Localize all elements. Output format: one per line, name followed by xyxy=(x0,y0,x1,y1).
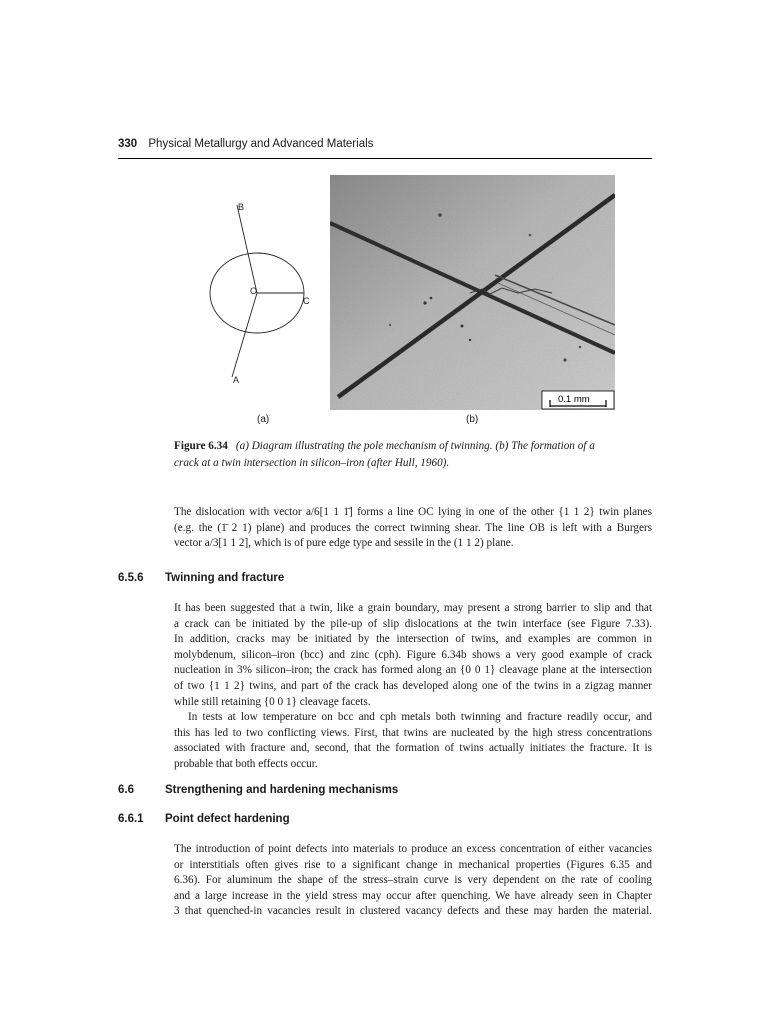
paragraph-line: nucleation in 3% silicon–iron; the crack has formed along an {0 0 1} cleavage plane at the intersection xyxy=(174,664,652,677)
particle xyxy=(430,297,433,300)
paragraph-line: associated with fracture and, second, that the formation of twins actually initiates the fracture. It is xyxy=(174,742,652,755)
particle xyxy=(461,325,464,328)
paragraph-line: this has led to two conflicting views. First, that twins are nucleated by the high stress concentrations xyxy=(174,726,652,739)
paragraph-line: molybdenum, silicon–iron (bcc) and zinc (cph). Figure 6.34b shows a very good example of crack xyxy=(174,648,652,661)
paragraph-line: (e.g. the (1̄ 2 1) plane) and produces the correct twinning shear. The line OB is left with a Burgers xyxy=(174,521,652,534)
particle xyxy=(529,234,532,237)
running-title: Physical Metallurgy and Advanced Materials xyxy=(148,138,374,150)
panel-label-b: (b) xyxy=(466,414,479,425)
paragraph-line: In tests at low temperature on bcc and cph metals both twinning and fracture readily occur, and xyxy=(188,711,652,724)
paragraph-line: In addition, cracks may be initiated by the intersection of twins, and examples are common in xyxy=(174,633,652,646)
label-a: A xyxy=(233,375,240,385)
particle xyxy=(563,358,566,361)
running-head xyxy=(118,138,652,150)
caption-line: crack at a twin intersection in silicon–iron (after Hull, 1960). xyxy=(174,457,450,469)
section-number: 6.6 xyxy=(118,784,134,796)
paragraph-line: 3 that quenched-in vacancies result in clustered vacancy defects and these may harden the material. xyxy=(174,905,652,918)
page-number: 330 xyxy=(118,138,138,150)
section-title: Strengthening and hardening mechanisms xyxy=(165,784,399,796)
scale-bar-label: 0.1 mm xyxy=(558,394,590,405)
section-number: 6.6.1 xyxy=(118,813,144,825)
paragraph-line: of two {1 1 2} twins, and part of the crack has developed along one of the twins in a zigzag manner xyxy=(174,679,652,692)
paragraph xyxy=(174,505,652,552)
particle xyxy=(579,346,581,348)
paragraph xyxy=(174,601,652,773)
line-ob xyxy=(237,205,257,293)
paragraph-line: or interstitials often gives rise to a significant change in mechanical properties (Figures 6.35 and xyxy=(174,858,652,871)
label-o: O xyxy=(250,286,258,296)
panel-label-a: (a) xyxy=(257,414,270,425)
paragraph-line: while still retaining {0 0 1} cleavage facets. xyxy=(174,695,371,708)
paragraph-line: probable that both effects occur. xyxy=(174,757,318,770)
paragraph-line: and a large increase in the yield stress may occur after quenching. We have already seen in Chapter xyxy=(174,889,652,902)
label-b: B xyxy=(238,202,245,212)
section-heading xyxy=(118,813,290,825)
section-title: Point defect hardening xyxy=(165,813,290,825)
paragraph-line: It has been suggested that a twin, like a grain boundary, may present a strong barrier to slip and that xyxy=(174,602,652,614)
section-title: Twinning and fracture xyxy=(165,572,285,584)
section-heading xyxy=(118,572,284,584)
micrograph-image xyxy=(330,175,615,410)
particle xyxy=(438,213,442,217)
paragraph-line: vector a/3[1 1 2], which is of pure edge type and sessile in the (1 1 2) plane. xyxy=(174,537,514,550)
section-number: 6.5.6 xyxy=(118,572,144,584)
label-c: C xyxy=(303,296,310,306)
caption-line: (a) Diagram illustrating the pole mechanism of twinning. (b) The formation of a xyxy=(235,440,595,452)
paragraph-line: 6.36). For aluminum the shape of the stress–strain curve is very dependent on the rate of cooling xyxy=(174,874,652,887)
particle xyxy=(469,339,471,341)
paragraph xyxy=(174,842,652,920)
particle xyxy=(423,301,426,304)
caption-label: Figure 6.34 xyxy=(174,440,228,452)
line-oa xyxy=(232,293,257,377)
section-heading xyxy=(118,784,398,796)
paragraph-line: The introduction of point defects into materials to produce an excess concentration of either vacancies xyxy=(174,843,652,855)
header-rule xyxy=(118,158,652,159)
paragraph-line: a crack can be initiated by the pile-up of slip dislocations at the twin interface (see Figure 7.33). xyxy=(174,617,652,630)
figure-caption xyxy=(174,438,644,472)
particle xyxy=(389,324,391,326)
pole-mechanism-diagram xyxy=(195,195,325,395)
paragraph-line: The dislocation with vector a/6[1 1 1̄] forms a line OC lying in one of the other {1 1 2} twin planes xyxy=(174,506,652,518)
